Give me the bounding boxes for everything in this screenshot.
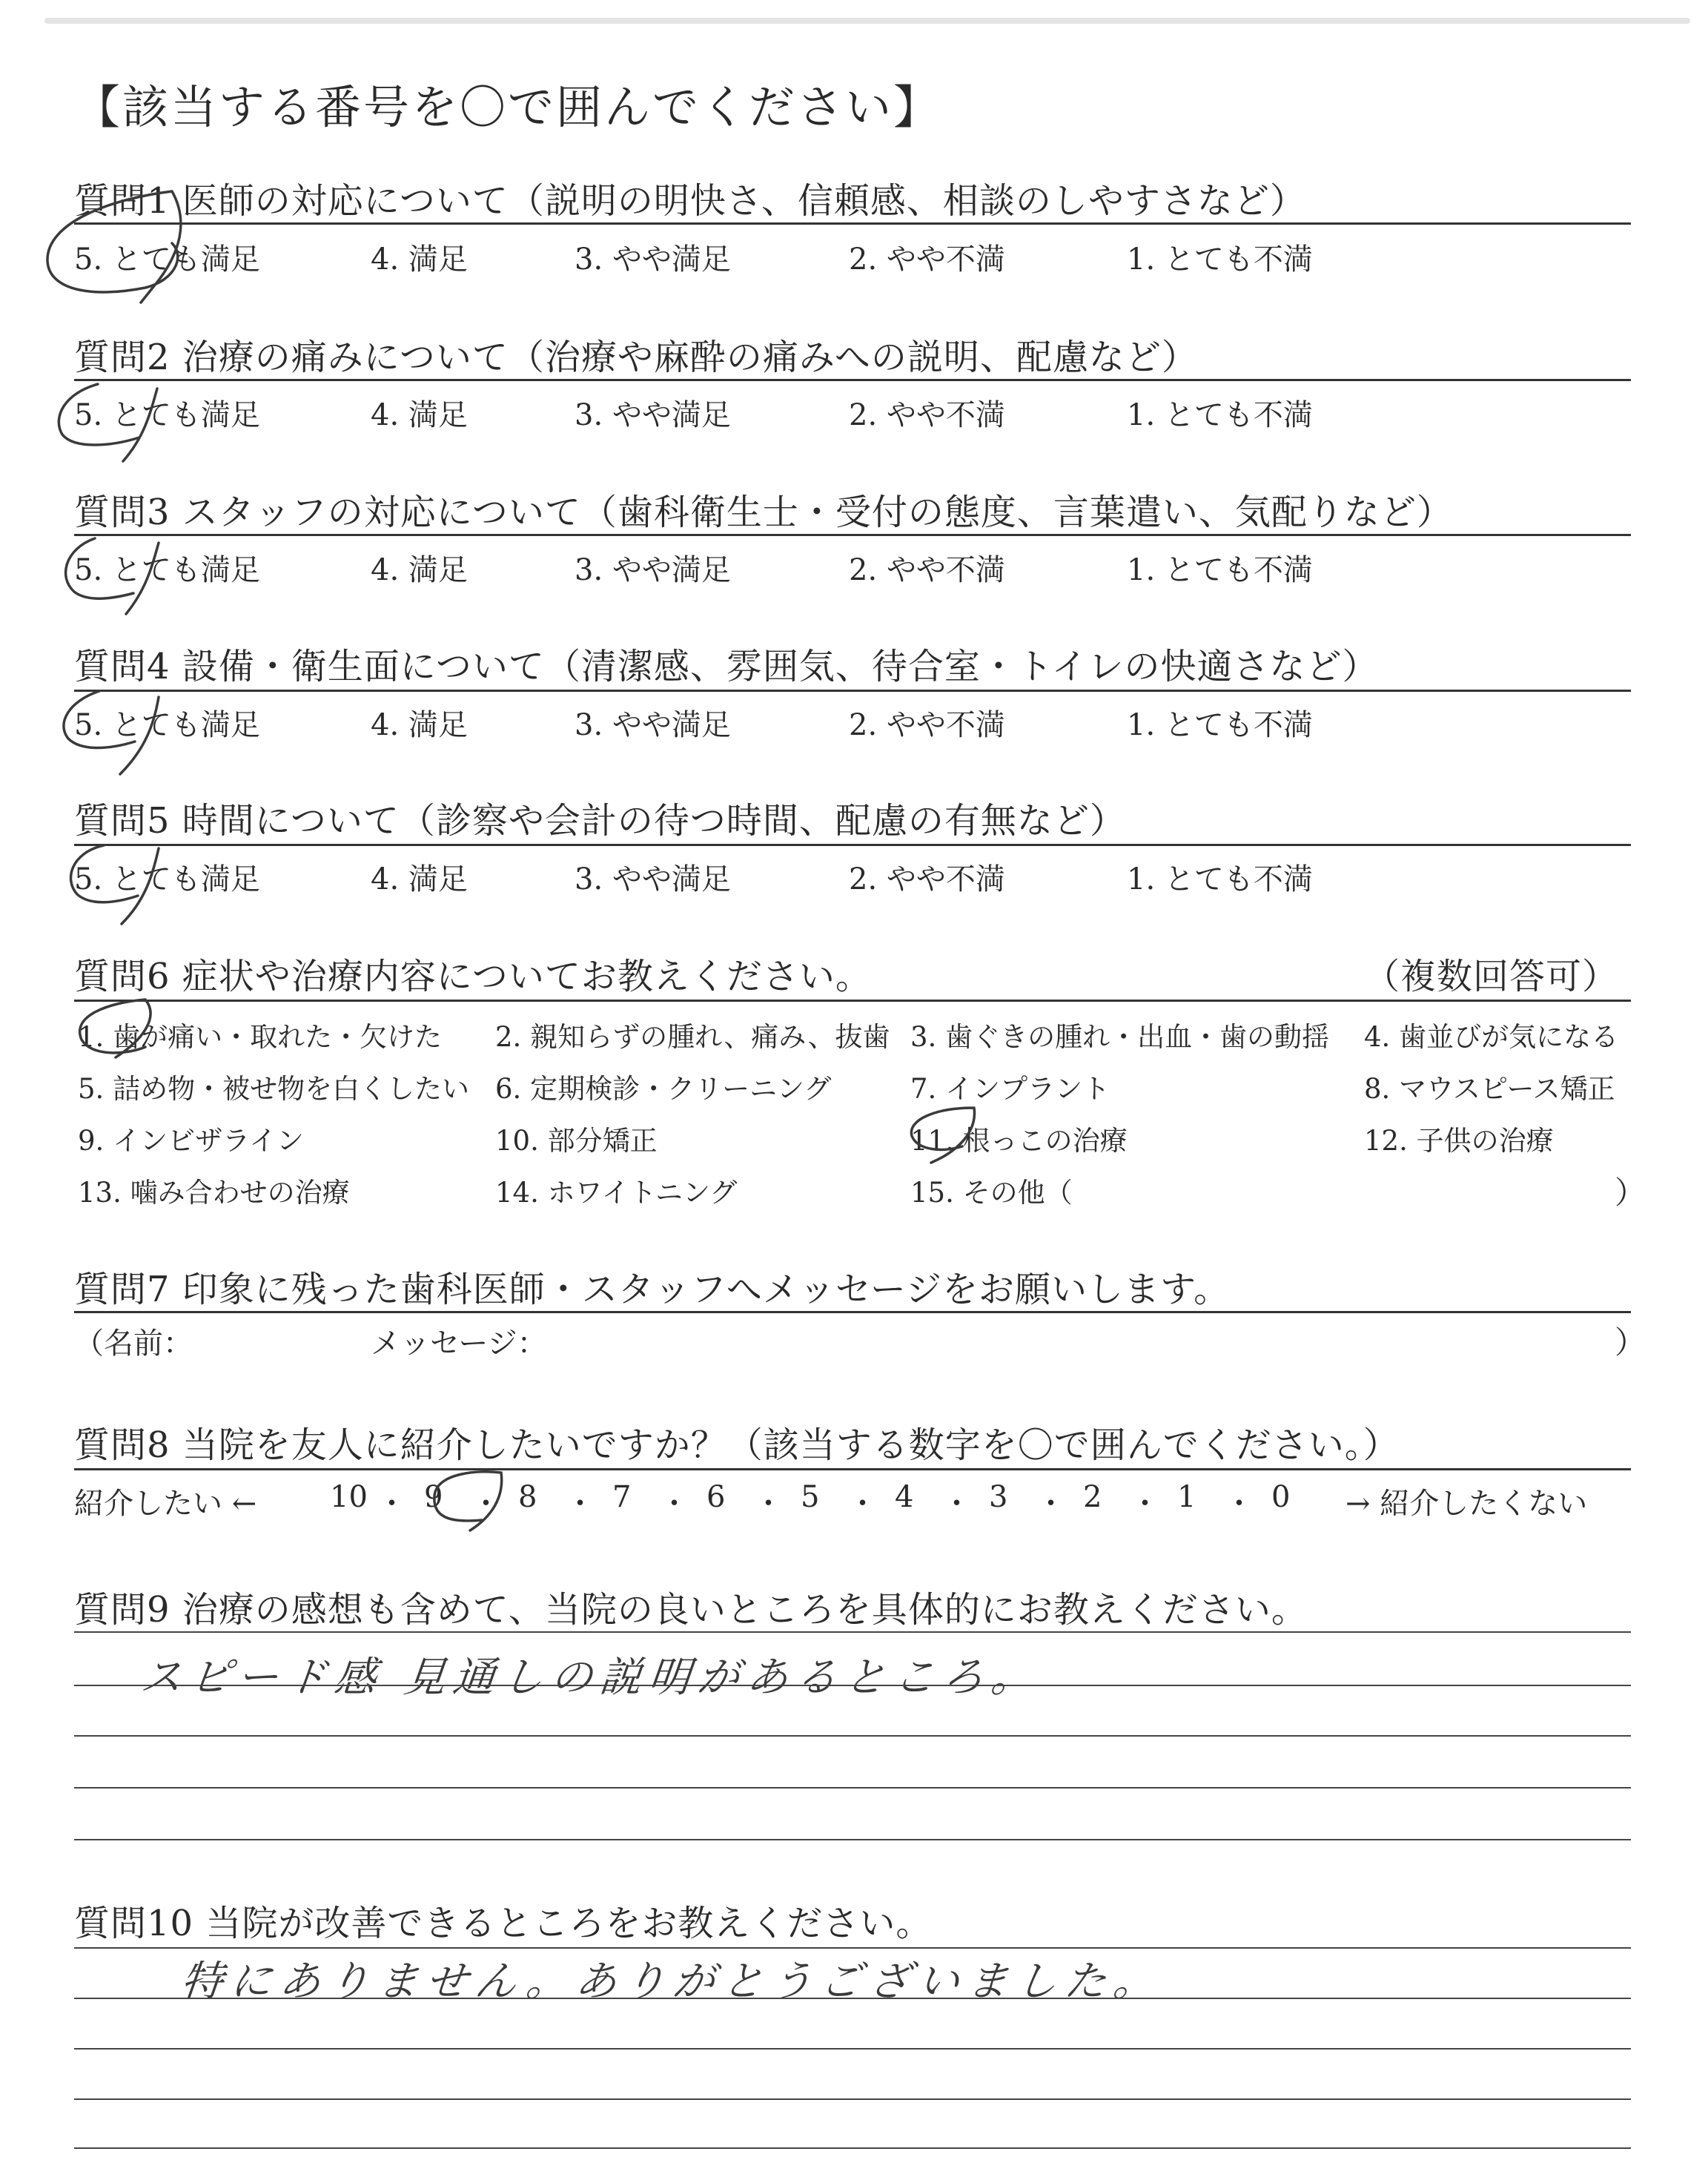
q8-rule [74, 1468, 1631, 1470]
q9-line-4 [74, 1787, 1631, 1789]
q6-title: 質問6 症状や治療内容についてお教えください。 [74, 956, 872, 997]
q2-option-2[interactable]: 2. やや不満 [849, 398, 1005, 432]
q8-scale-separator: ・ [1036, 1487, 1066, 1521]
q1-option-1[interactable]: 1. とても不満 [1127, 242, 1313, 277]
q6-option-11[interactable]: 11. 根っこの治療 [910, 1125, 1128, 1157]
q4-option-4[interactable]: 4. 満足 [371, 708, 468, 742]
q6-option-15[interactable]: 15. その他（ [910, 1177, 1073, 1209]
q9-line-1 [74, 1631, 1631, 1633]
q6-option-7[interactable]: 7. インプラント [910, 1073, 1110, 1105]
q2-option-4[interactable]: 4. 満足 [371, 398, 468, 432]
q5-option-3[interactable]: 3. やや満足 [575, 862, 731, 896]
q8-scale-separator: ・ [753, 1487, 784, 1521]
q2-title: 質問2 治療の痛みについて（治療や麻酔の痛みへの説明、配慮など） [74, 337, 1198, 378]
q1-option-4[interactable]: 4. 満足 [371, 242, 468, 277]
q8-scale-option-8[interactable]: 8 [518, 1480, 537, 1514]
q2-rule [74, 379, 1631, 381]
q8-scale-option-2[interactable]: 2 [1083, 1480, 1102, 1514]
q6-option-12[interactable]: 12. 子供の治療 [1364, 1125, 1554, 1157]
q8-title: 質問8 当院を友人に紹介したいですか？（該当する数字を〇で囲んでください。） [74, 1424, 1400, 1466]
q5-option-4[interactable]: 4. 満足 [371, 862, 468, 896]
q10-line-2 [74, 1998, 1631, 1999]
q3-option-4[interactable]: 4. 満足 [371, 553, 468, 587]
q2-option-3[interactable]: 3. やや満足 [575, 398, 731, 432]
q6-option-13[interactable]: 13. 噛み合わせの治療 [78, 1177, 350, 1209]
q8-scale-option-10[interactable]: 10 [330, 1480, 368, 1514]
q8-scale-separator: ・ [1130, 1487, 1160, 1521]
q4-option-2[interactable]: 2. やや不満 [849, 708, 1005, 742]
q3-option-1[interactable]: 1. とても不満 [1127, 553, 1313, 587]
q2-option-5[interactable]: 5. とても満足 [74, 398, 260, 432]
q1-option-3[interactable]: 3. やや満足 [575, 242, 731, 277]
q8-scale-separator: ・ [565, 1487, 595, 1521]
q5-option-2[interactable]: 2. やや不満 [849, 862, 1005, 896]
q6-option-14[interactable]: 14. ホワイトニング [495, 1177, 738, 1209]
q6-option-2[interactable]: 2. 親知らずの腫れ、痛み、抜歯 [495, 1021, 890, 1053]
q4-option-5[interactable]: 5. とても満足 [74, 708, 260, 742]
q4-option-3[interactable]: 3. やや満足 [575, 708, 731, 742]
q9-answer[interactable]: スピード感 見通しの説明があるところ。 [138, 1654, 1043, 1702]
q8-right-label: → 紹介したくない [1345, 1487, 1588, 1521]
q6-note: （複数回答可） [1364, 956, 1619, 997]
q3-option-2[interactable]: 2. やや不満 [849, 553, 1005, 587]
q7-title: 質問7 印象に残った歯科医師・スタッフへメッセージをお願いします。 [74, 1269, 1231, 1310]
q10-title: 質問10 当院が改善できるところをお教えください。 [74, 1903, 933, 1944]
q6-other-close-paren: ） [1615, 1175, 1646, 1211]
q3-rule [74, 534, 1631, 536]
q1-rule [74, 222, 1631, 225]
q8-scale-option-3[interactable]: 3 [989, 1480, 1008, 1514]
q8-scale-separator: ・ [847, 1487, 878, 1521]
q6-option-1[interactable]: 1. 歯が痛い・取れた・欠けた [78, 1021, 443, 1053]
q9-title: 質問9 治療の感想も含めて、当院の良いところを具体的にお教えください。 [74, 1589, 1308, 1631]
q7-rule [74, 1311, 1631, 1313]
q1-title: 質問1 医師の対応について（説明の明快さ、信頼感、相談のしやすさなど） [74, 180, 1306, 222]
q4-option-1[interactable]: 1. とても不満 [1127, 708, 1313, 742]
q8-scale-option-9[interactable]: 9 [424, 1480, 443, 1514]
q1-option-2[interactable]: 2. やや不満 [849, 242, 1005, 277]
q8-left-label: 紹介したい ← [74, 1487, 257, 1521]
q9-line-2 [74, 1685, 1631, 1686]
q8-scale-separator: ・ [941, 1487, 972, 1521]
scan-top-edge [44, 18, 1690, 24]
q3-option-5[interactable]: 5. とても満足 [74, 553, 260, 587]
q8-scale-option-1[interactable]: 1 [1177, 1480, 1196, 1514]
q5-rule [74, 844, 1631, 846]
q6-option-9[interactable]: 9. インビザライン [78, 1125, 304, 1157]
page-header: 【該当する番号を〇で囲んでください】 [74, 80, 942, 134]
q6-option-4[interactable]: 4. 歯並びが気になる [1364, 1021, 1619, 1053]
q8-scale-option-4[interactable]: 4 [895, 1480, 914, 1514]
q8-scale-option-0[interactable]: 0 [1271, 1480, 1291, 1514]
q3-title: 質問3 スタッフの対応について（歯科衛生士・受付の態度、言葉遣い、気配りなど） [74, 492, 1453, 533]
q9-line-5 [74, 1839, 1631, 1840]
q10-line-3 [74, 2048, 1631, 2050]
q5-option-1[interactable]: 1. とても不満 [1127, 862, 1313, 896]
q2-option-1[interactable]: 1. とても不満 [1127, 398, 1313, 432]
q7-name-label: （名前： [74, 1327, 193, 1361]
q8-scale-separator: ・ [1224, 1487, 1254, 1521]
q4-rule [74, 690, 1631, 692]
q6-rule [74, 1000, 1631, 1002]
q8-scale-separator: ・ [377, 1487, 407, 1521]
q8-scale-separator: ・ [659, 1487, 689, 1521]
q10-line-1 [74, 1947, 1631, 1949]
q5-title: 質問5 時間について（診察や会計の待つ時間、配慮の有無など） [74, 800, 1126, 842]
q9-line-3 [74, 1735, 1631, 1737]
q4-title: 質問4 設備・衛生面について（清潔感、雰囲気、待合室・トイレの快適さなど） [74, 646, 1379, 687]
q6-option-6[interactable]: 6. 定期検診・クリーニング [495, 1073, 832, 1105]
q8-scale-option-5[interactable]: 5 [801, 1480, 820, 1514]
q10-line-4 [74, 2098, 1631, 2100]
q10-line-5 [74, 2147, 1631, 2149]
q6-option-5[interactable]: 5. 詰め物・被せ物を白くしたい [78, 1073, 470, 1105]
q6-option-8[interactable]: 8. マウスピース矯正 [1364, 1073, 1615, 1105]
q7-close-paren: ） [1615, 1324, 1646, 1361]
q7-message-label: メッセージ： [371, 1327, 547, 1361]
q1-option-5[interactable]: 5. とても満足 [74, 242, 260, 277]
q8-scale-option-6[interactable]: 6 [706, 1480, 726, 1514]
q3-option-3[interactable]: 3. やや満足 [575, 553, 731, 587]
q8-scale-option-7[interactable]: 7 [612, 1480, 632, 1514]
q10-answer[interactable]: 特にありません。ありがとうございました。 [179, 1958, 1165, 2006]
q6-option-10[interactable]: 10. 部分矯正 [495, 1125, 658, 1157]
q6-option-3[interactable]: 3. 歯ぐきの腫れ・出血・歯の動揺 [910, 1021, 1330, 1053]
q5-option-5[interactable]: 5. とても満足 [74, 862, 260, 896]
q8-scale-separator: ・ [471, 1487, 501, 1521]
